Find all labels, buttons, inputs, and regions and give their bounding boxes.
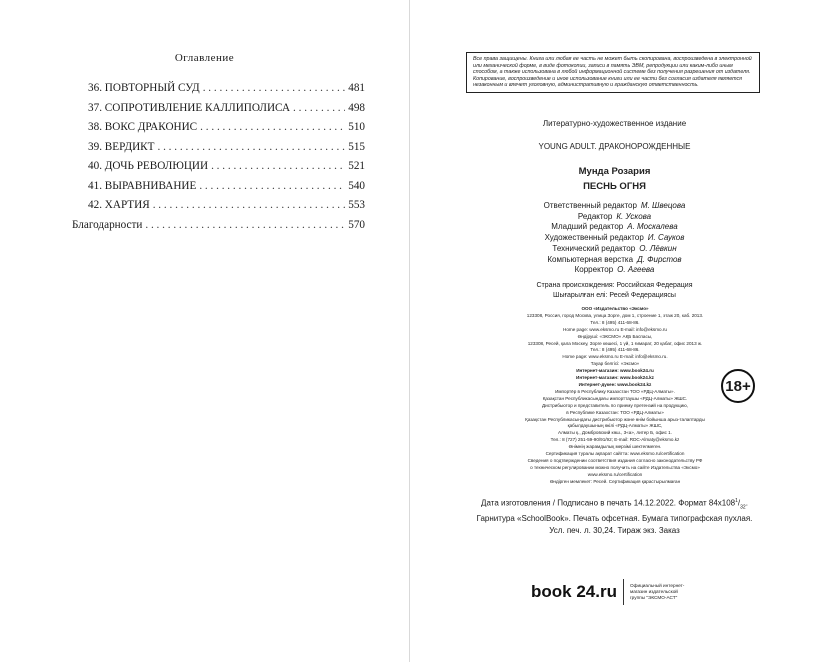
- toc-entry-page: 540: [348, 179, 365, 192]
- toc-entry: [72, 199, 365, 219]
- print-date-format: Дата изготовления / Подписано в печать 14.12.2022. Формат $84x108^1/_{32}$.: [481, 498, 748, 511]
- book24-logo-block: [531, 576, 685, 608]
- publisher-line: Қазақстан Республикасындағы дистрибьютор және өнім бойынша арыз-талаптарды: [525, 416, 705, 422]
- toc-entry: [72, 82, 365, 102]
- toc-entry-title: 38. ВОКС ДРАКОНИС: [88, 121, 198, 133]
- toc-entry: [72, 160, 365, 180]
- publisher-line: Интернет-магазин: www.book24.ru: [576, 368, 654, 374]
- publisher-line: Дистрибьютор и представитель по приему претензий на продукцию,: [542, 402, 688, 408]
- publisher-line: Тауар белгісі: «Эксмо»: [590, 361, 640, 367]
- publisher-line: Тел.: 8 (495) 411-68-86.: [590, 319, 640, 325]
- toc-entry: [72, 121, 365, 141]
- right-page: [410, 0, 819, 662]
- edition-genre: Литературно-художественное издание: [542, 119, 687, 128]
- publisher-line: Алматы қ., Домбровский көш., 3«а», литер Б, офис 1.: [558, 430, 672, 436]
- origin-kz: Шығарылған елі: Ресей Федерациясы: [553, 292, 676, 300]
- staff-row: [410, 201, 819, 212]
- print-date-text: Дата изготовления / Подписано в печать 14.12.2022. Формат 84x108: [481, 498, 736, 508]
- toc-entry-page: 481: [348, 82, 365, 94]
- toc-entry: [72, 102, 365, 122]
- staff-row: [410, 212, 819, 223]
- book-title: ПЕСНЬ ОГНЯ: [583, 181, 646, 192]
- staff-person: О. Агеева: [617, 265, 655, 275]
- staff-row: [410, 244, 819, 255]
- print-volume: Усл. печ. л. 30,24. Тираж экз. Заказ: [549, 525, 680, 535]
- author-name: Мунда Розария: [578, 166, 651, 177]
- format-numerator: 1: [735, 498, 738, 504]
- age-rating-badge: 18+: [721, 369, 755, 403]
- toc-entry-title: 39. ВЕРДИКТ: [88, 140, 155, 153]
- staff-row: [410, 222, 819, 233]
- publisher-line: в Республике Казахстан: ТОО «РДЦ-Алматы»: [566, 409, 664, 415]
- toc-leader-dots: [203, 82, 346, 94]
- origin-ru: Страна происхождения: Российская Федерация: [536, 282, 693, 289]
- publisher-line: Сведения о подтверждении соответствия издания согласно законодательству РФ: [527, 457, 703, 463]
- publisher-line: Интернет-магазин: www.book24.kz: [576, 375, 654, 381]
- staff-person: И. Сауков: [647, 233, 685, 243]
- toc-leader-dots: [200, 121, 345, 133]
- toc-heading: Оглавление: [174, 52, 235, 64]
- staff-person: О. Лёвкин: [639, 243, 677, 253]
- publisher-line: Тел.: 8 (495) 411-68-86.: [590, 347, 640, 353]
- toc-entry-page: 553: [348, 199, 365, 211]
- toc-entry-page: 510: [348, 121, 365, 133]
- toc-entry-title: 41. ВЫРАВНИВАНИЕ: [88, 179, 197, 192]
- print-typeface: Гарнитура «SchoolBook». Печать офсетная. Бумага типографская пухлая.: [476, 514, 753, 524]
- publisher-line: Импортёр в Республику Казахстан ТОО «РДЦ-Алматы».: [555, 388, 675, 394]
- toc-leader-dots: [211, 160, 345, 172]
- toc-entry-title: 36. ПОВТОРНЫЙ СУД: [88, 82, 200, 94]
- copyright-notice: Все права защищены. Книга или любая ее часть не может быть скопирована, воспроизведена в электронной или механической форме, в виде фотокопии, записи в память ЭВМ, репродукции или каким-либо иным способом, а также использована в любой информационной системе без получения разрешения от издателя. Копирование, воспроизведение и иное использование книги или ее части без согласия издателя является незаконным и влечет уголовную, административную и гражданскую ответственность.: [466, 52, 760, 93]
- toc-entry: [72, 141, 365, 161]
- publisher-line: Өндірген мемлекет: Ресей. Сертификация қарастырылмаған: [549, 478, 681, 484]
- toc-entry-page: 515: [348, 140, 365, 153]
- series-name: YOUNG ADULT. ДРАКОНОРОЖДЕННЫЕ: [538, 142, 691, 151]
- publisher-line: Тел.: 8 (727) 251-59-90/91/92; E-mail: RDC-Almaty@eksmo.kz: [550, 437, 680, 443]
- staff-role: Ответственный редактор: [543, 201, 637, 210]
- origin-info: [410, 281, 819, 301]
- staff-row: [410, 255, 819, 266]
- toc-leader-dots: [153, 199, 346, 211]
- print-details: [410, 496, 819, 536]
- book24-caption: Официальный интернет-магазин издательской группы "ЭКСМО-АСТ": [629, 583, 685, 600]
- publisher-line: қабылдаушының өкілі «РДЦ-Алматы» ЖШС,: [567, 423, 663, 429]
- toc-entry-title: 40. ДОЧЬ РЕВОЛЮЦИИ: [88, 160, 209, 172]
- publisher-info: [520, 306, 710, 486]
- format-denominator: 32: [740, 504, 746, 511]
- toc-leader-dots: [145, 219, 345, 231]
- toc-leader-dots: [199, 180, 345, 192]
- publisher-line: www.eksmo.ru/certification: [587, 471, 643, 477]
- staff-person: М. Швецова: [640, 201, 686, 210]
- staff-role: Младший редактор: [551, 222, 624, 232]
- staff-person: К. Ускова: [616, 211, 652, 221]
- publisher-line: 123308, Ресей, қала Мәскеу, Зорге көшесі, 1 үй, 1 ғимарат, 20 қабат, офис 2013 ж.: [527, 340, 703, 346]
- left-page: [0, 0, 409, 662]
- staff-role: Компьютерная верстка: [547, 254, 634, 264]
- toc-leader-dots: [157, 141, 345, 153]
- book24-logo: book 24.ru: [531, 579, 624, 605]
- toc-entry: [72, 219, 365, 239]
- toc-entry-title: 42. ХАРТИЯ: [88, 199, 150, 211]
- print-date-suffix: .: [745, 498, 748, 508]
- publisher-line: Интернет-дүкен: www.book24.kz: [578, 381, 652, 387]
- toc-entry-page: 521: [348, 160, 365, 172]
- toc-entry: [72, 180, 365, 200]
- publisher-line: ООО «Издательство «Эксмо»: [581, 306, 649, 311]
- editorial-staff: [410, 201, 819, 276]
- publisher-line: Сертификация туралы ақпарат сайтта: www.eksmo.ru/certification: [545, 451, 685, 457]
- toc-entry-title: Благодарности: [72, 218, 143, 231]
- publisher-line: Өндіруші: «ЭКСМО» АҚБ Баспасы,: [577, 333, 653, 339]
- staff-role: Редактор: [577, 211, 613, 221]
- staff-person: Д. Фирстов: [637, 254, 682, 264]
- publisher-line: Home page: www.eksmo.ru E-mail: info@eksmo.ru.: [562, 354, 668, 360]
- toc-entry-page: 498: [348, 101, 365, 114]
- staff-role: Технический редактор: [552, 243, 636, 253]
- table-of-contents: [72, 82, 365, 238]
- publisher-line: Home page: www.eksmo.ru E-mail: info@eksmo.ru: [563, 326, 667, 332]
- staff-role: Корректор: [574, 265, 614, 275]
- publisher-line: Өнімнің жарамдылық мерзімі шектелмеген.: [568, 444, 662, 450]
- toc-entry-title: 37. СОПРОТИВЛЕНИЕ КАЛЛИПОЛИСА: [88, 101, 291, 114]
- publisher-line: 123308, Россия, город Москва, улица Зорге, дом 1, строение 1, этаж 20, каб. 2013.: [526, 312, 704, 318]
- publisher-line: о техническом регулировании можно получить на сайте Издательства «Эксмо»: [530, 464, 700, 470]
- staff-role: Художественный редактор: [544, 233, 644, 243]
- toc-entry-page: 570: [348, 218, 365, 231]
- staff-row: [410, 265, 819, 276]
- publisher-line: Қазақстан Республикасындағы импорттаушы «РДЦ-Алматы» ЖШС.: [542, 395, 688, 401]
- staff-person: А. Москалева: [627, 222, 678, 232]
- toc-leader-dots: [293, 102, 345, 114]
- staff-row: [410, 233, 819, 244]
